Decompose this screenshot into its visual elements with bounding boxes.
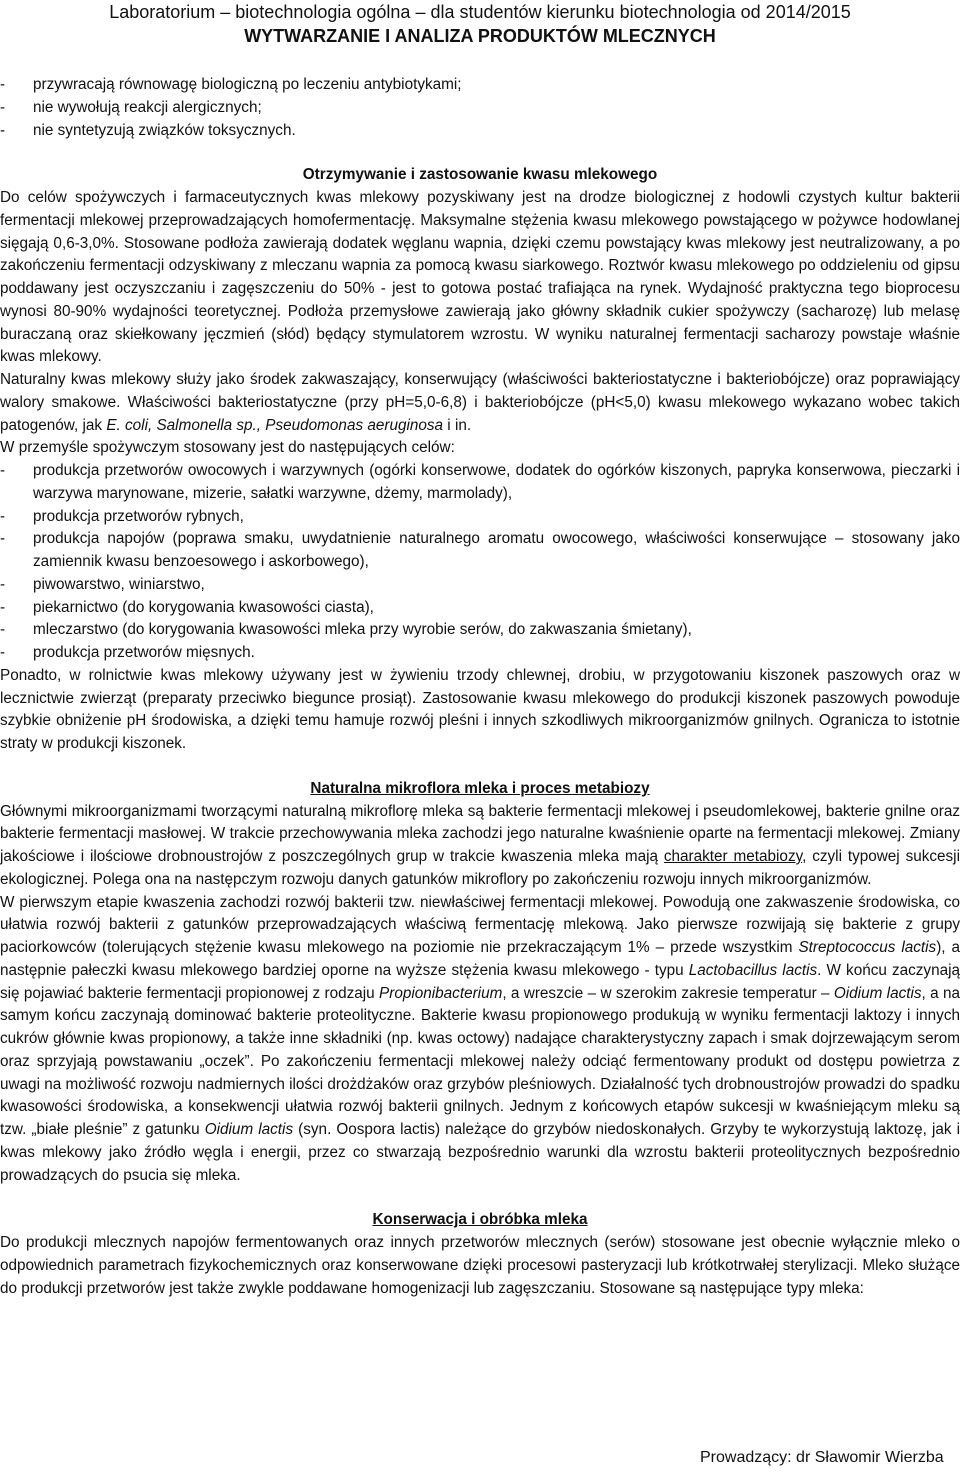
footer-instructor: Prowadzący: dr Sławomir Wierzba	[700, 1449, 944, 1466]
header-course-line: Laboratorium – biotechnologia ogólna – dla studentów kierunku biotechnologia od 2014/2015	[109, 2, 851, 22]
paragraph: W pierwszym etapie kwaszenia zachodzi rozwój bakterii tzw. niewłaściwej fermentacji mlekowej. Powodują one zakwaszenie środowiska, co ułatwia rozwój bakterii z gatunków przeprowadzających właściwą fermentację mlekową. Jako pierwsze rozwijają się bakterie z grupy paciorkowców (tolerujących stężenie kwasu mlekowego na poziomie nie przekraczającym 1% – przede wszystkim Streptococcus lactis), a następnie pałeczki kwasu mlekowego bardziej oporne na wyższe stężenia kwasu mlekowego - typu Lactobacillus lactis. W końcu zaczynają się pojawiać bakterie fermentacji propionowej z rodzaju Propionibacterium, a wreszcie – w szerokim zakresie temperatur – Oidium lactis, a na samym końcu zaczynają dominować bakterie proteolityczne. Bakterie kwasu propionowego produkują w wyniku fermentacji laktozy i innych cukrów głównie kwas propionowy, a także inne składniki (np. kwas octowy) nadające charakterystyczny zapach i smak dojrzewającym serom oraz sprzyjają powstawaniu „oczek”. Po zakończeniu fermentacji mlekowej należy odciąć fermentowany produkt od dostępu powietrza z uwagi na możliwość rozwoju nadmiernych ilości drożdżaków oraz grzybów pleśniowych. Działalność tych drobnoustrojów prowadzi do spadku kwasowości środowiska, a konsekwencji ułatwia rozwój bakterii gnilnych. Jednym z końcowych etapów sukcesji w kwaśniejącym mleku są tzw. „białe pleśnie” z gatunku Oidium lactis (syn. Oospora lactis) należące do grzybów niedoskonałych. Grzyby te wykorzystują laktozę, jak i kwas mlekowy jako źródło węgla i energii, przez co stwarzają bezpośrednio warunki dla wzrostu bakterii proteolitycznych bezpośrednio prowadzących do psucia się mleka.	[0, 893, 960, 1184]
paragraph: Do produkcji mlecznych napojów fermentowanych oraz innych przetworów mlecznych (serów) stosowane jest obecnie wyłącznie mleko o odpowiednich parametrach fizykochemicznych oraz konserwowane dzięki procesowi pasteryzacji lub krótkotrwałej sterylizacji. Mleko służące do produkcji przetworów jest także zwykle poddawane homogenizacji lub zagęszczaniu. Stosowane są następujące typy mleka:	[0, 1234, 960, 1297]
list-item: - nie syntetyzują związków toksycznych.	[0, 121, 296, 139]
list-item: - piekarnictwo (do korygowania kwasowości ciasta),	[0, 598, 374, 616]
list-item: - produkcja napojów (poprawa smaku, uwydatnienie naturalnego aromatu owocowego, właściwości konserwujące – stosowany jako zamiennik kwasu benzoesowego i askorbowego),	[0, 530, 960, 570]
list-item: - produkcja przetworów owocowych i warzywnych (ogórki konserwowe, dodatek do ogórków kiszonych, papryka konserwowa, pieczarki i warzywa marynowane, mizerie, sałatki warzywne, dżemy, marmolady),	[0, 462, 960, 502]
paragraph: Do celów spożywczych i farmaceutycznych kwas mlekowy pozyskiwany jest na drodze biologicznej z hodowli czystych kultur bakterii fermentacji mlekowej przeprowadzających homofermentację. Maksymalne stężenia kwasu mlekowego powstającego w pożywce hodowlanej sięgają 0,6-3,0%. Stosowane podłoża zawierają dodatek węglanu wapnia, dzięki czemu powstający kwas mlekowy jest neutralizowany, a po zakończeniu fermentacji odzyskiwany z mleczanu wapnia za pomocą kwasu siarkowego. Roztwór kwasu mlekowego po oddzieleniu od gipsu poddawany jest oczyszczaniu i zagęszczeniu do 50% - jest to gotowa postać trafiająca na rynek. Wydajność praktyczna tego bioprocesu wynosi 80-90% wydajności teoretycznej. Podłoża przemysłowe zawierają jako główny składnik cukier spożywczy (sacharozę) lub melasę buraczaną oraz skiełkowany jęczmień (słód) będący stymulatorem wzrostu. W wyniku naturalnej fermentacji sacharozy powstaje właśnie kwas mlekowy.	[0, 189, 960, 366]
paragraph: Naturalny kwas mlekowy służy jako środek zakwaszający, konserwujący (właściwości bakteriostatyczne i bakteriobójcze) oraz poprawiający walory smakowe. Właściwości bakteriostatyczne (przy pH=5,0-6,8) i bakteriobójcze (pH<5,0) kwasu mlekowego wykazano wobec takich patogenów, jak E. coli, Salmonella sp., Pseudomonas aeruginosa i in.	[0, 371, 960, 434]
section-heading-microflora: Naturalna mikroflora mleka i proces metabiozy	[310, 779, 650, 797]
uses-list	[0, 460, 960, 665]
paragraph: Ponadto, w rolnictwie kwas mlekowy używany jest w żywieniu trzody chlewnej, drobiu, w przygotowaniu kiszonek paszowych oraz w lecznictwie zwierząt (preparaty przeciwko biegunce prosiąt). Zastosowanie kwasu mlekowego do produkcji kiszonek paszowych powoduje szybkie obniżenie pH środowiska, a dzięki temu hamuje rozwój pleśni i innych szkodliwych mikroorganizmów gnilnych. Ogranicza to istotnie straty w produkcji kiszonek.	[0, 666, 960, 752]
section-heading-lactic-acid: Otrzymywanie i zastosowanie kwasu mlekowego	[302, 166, 658, 184]
section-heading-preservation: Konserwacja i obróbka mleka	[372, 1211, 588, 1229]
list-item: - mleczarstwo (do korygowania kwasowości mleka przy wyrobie serów, do zakwaszania śmietany),	[0, 621, 692, 639]
header-topic-line: WYTWARZANIE I ANALIZA PRODUKTÓW MLECZNYCH	[244, 26, 716, 46]
intro-list	[0, 74, 960, 142]
document-body	[0, 74, 960, 1300]
paragraph: Głównymi mikroorganizmami tworzącymi naturalną mikroflorę mleka są bakterie fermentacji mlekowej i pseudomlekowej, bakterie gnilne oraz bakterie fermentacji masłowej. W trakcie przechowywania mleka zachodzi jego naturalne kwaśnienie oparte na fermentacji mlekowej. Zmiany jakościowe i ilościowe drobnoustrojów z poszczególnych grup w trakcie kwaszenia mleka mają charakter metabiozy, czyli typowej sukcesji ekologicznej. Polega ona na następczym rozwoju danych gatunków mikroflory po zakończeniu rozwoju innych mikroorganizmów.	[0, 802, 960, 888]
list-item: - przywracają równowagę biologiczną po leczeniu antybiotykami;	[0, 76, 462, 93]
list-item: - piwowarstwo, winiarstwo,	[0, 575, 205, 593]
list-item: - produkcja przetworów rybnych,	[0, 507, 244, 525]
paragraph: W przemyśle spożywczym stosowany jest do następujących celów:	[0, 439, 455, 457]
list-item: - produkcja przetworów mięsnych.	[0, 644, 255, 661]
list-item: - nie wywołują reakcji alergicznych;	[0, 98, 262, 116]
